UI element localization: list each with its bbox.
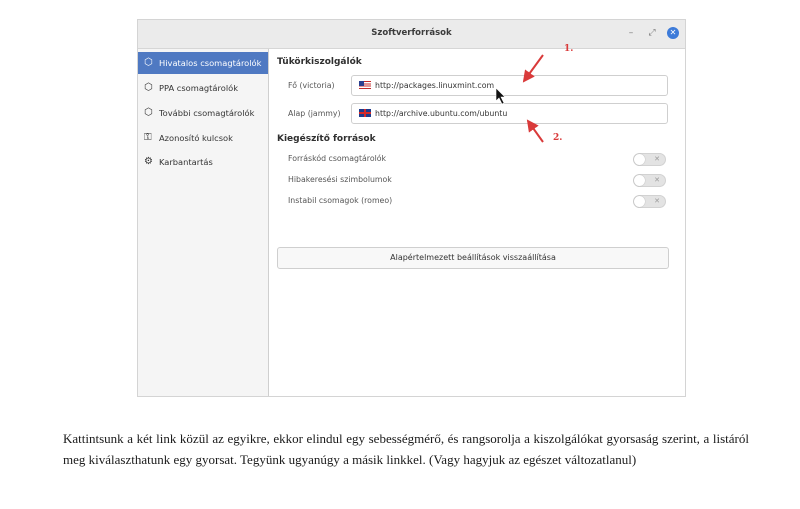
software-sources-window: [138, 20, 685, 396]
sidebar-item-label: További csomagtárolók: [159, 108, 255, 118]
annotation-label-1: 1.: [564, 44, 574, 54]
toggle-off-icon: ✕: [654, 155, 660, 163]
window-title: Szoftverforrások: [371, 28, 452, 38]
package-icon: ⬡: [144, 107, 153, 118]
main-mirror-field[interactable]: [351, 75, 668, 96]
title-bar: [138, 20, 685, 49]
main-mirror-label: Fő (victoria): [288, 81, 335, 90]
source-code-repositories-toggle[interactable]: [633, 153, 666, 166]
sidebar-item-official-repositories[interactable]: [138, 52, 268, 74]
unstable-packages-toggle[interactable]: [633, 195, 666, 208]
toggle-off-icon: ✕: [654, 176, 660, 184]
debug-symbols-toggle[interactable]: [633, 174, 666, 187]
sidebar-item-label: Azonosító kulcsok: [159, 133, 233, 143]
sidebar-item-label: Karbantartás: [159, 157, 213, 167]
debug-symbols-label: Hibakeresési szimbolumok: [288, 175, 392, 184]
close-button[interactable]: ✕: [667, 27, 679, 39]
base-mirror-label: Alap (jammy): [288, 109, 341, 118]
toggle-off-icon: ✕: [654, 197, 660, 205]
main-mirror-url: http://packages.linuxmint.com: [375, 81, 495, 90]
optional-sources-heading: Kiegészítő források: [277, 134, 376, 144]
main-content: [269, 49, 685, 396]
sidebar-item-label: PPA csomagtárolók: [159, 83, 239, 93]
package-icon: ⬡: [144, 57, 153, 68]
sidebar: [138, 49, 269, 396]
us-flag-icon: [359, 81, 371, 89]
uk-flag-icon: [359, 109, 371, 117]
annotation-label-2: 2.: [553, 133, 563, 143]
toggle-knob: [634, 154, 645, 165]
sidebar-item-maintenance[interactable]: [138, 151, 268, 173]
base-mirror-field[interactable]: [351, 103, 668, 124]
sidebar-item-authentication-keys[interactable]: [138, 127, 268, 149]
toggle-knob: [634, 175, 645, 186]
key-icon: ⚿: [144, 132, 152, 143]
gear-icon: ⚙: [144, 156, 153, 167]
sidebar-item-additional-repositories[interactable]: [138, 102, 268, 124]
unstable-packages-label: Instabil csomagok (romeo): [288, 196, 393, 205]
mirrors-heading: Tükörkiszolgálók: [277, 57, 362, 67]
caption-paragraph: Kattintsunk a két link közül az egyikre, ekkor elindul egy sebességmérő, és rangsorolja a kiszolgálókat gyorsaság szerint, a listáról meg kiválaszthatunk egy gyorsat. Tegyünk ugyanúgy a másik linkkel. (Vagy hagyjuk az egészet változatlanul): [63, 431, 749, 467]
minimize-button[interactable]: –: [628, 28, 634, 38]
base-mirror-url: http://archive.ubuntu.com/ubuntu: [375, 109, 508, 118]
source-code-repositories-label: Forráskód csomagtárolók: [288, 154, 387, 163]
sidebar-item-ppa-repositories[interactable]: [138, 77, 268, 99]
restore-defaults-button[interactable]: Alapértelmezett beállítások visszaállítása: [277, 247, 669, 269]
package-icon: ⬡: [144, 82, 153, 93]
sidebar-item-label: Hivatalos csomagtárolók: [159, 58, 262, 68]
maximize-button[interactable]: ⤢: [648, 28, 656, 38]
toggle-knob: [634, 196, 645, 207]
